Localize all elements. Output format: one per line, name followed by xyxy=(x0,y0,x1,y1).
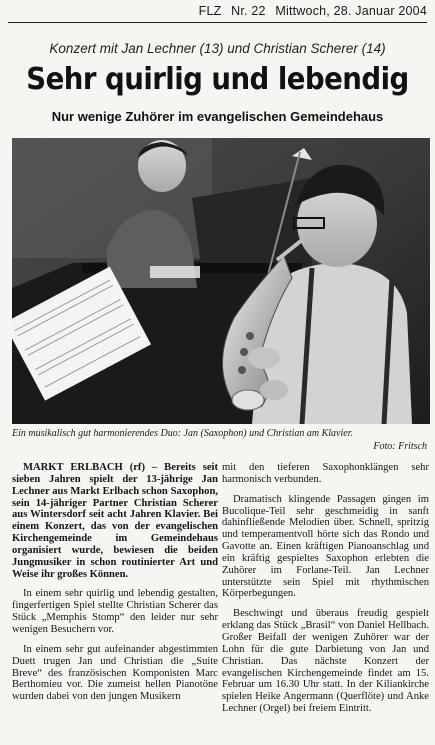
article-column-1 xyxy=(12,462,218,711)
paper-name: FLZ xyxy=(198,4,222,18)
article-paragraph: In einem sehr quirlig und lebendig gestalten, fingerfertigen Spiel stellte Christian Scherer das Stück „Memphis Stomp“ den leider nur sehr wenigen Besuchern vor. xyxy=(12,588,218,635)
article-headline: Sehr quirlig und lebendig xyxy=(26,62,409,97)
article-kicker: Konzert mit Jan Lechner (13) und Christian Scherer (14) xyxy=(49,41,386,56)
article-lead: MARKT ERLBACH (rf) – Bereits seit sieben Jahren spielt der 13-jährige Jan Lechner aus Markt Erlbach schon Saxophon, sein 14-jähriger Partner Christian Scherer aus Wintersdorf seit acht Jahren Klavier. Bei einem Konzert, das von der evangelischen Kirchengemeinde im Gemeindehaus organisiert wurde, bewiesen die beiden Jungmusiker in schon routinierter Art und Weise ihr großes Können. xyxy=(12,462,218,580)
article-subheadline: Nur wenige Zuhörer im evangelischen Gemeindehaus xyxy=(51,109,384,124)
concert-photo-illustration xyxy=(12,138,430,424)
article-paragraph: In einem sehr gut aufeinander abgestimmten Duett trugen Jan und Christian die „Suite Breve“ des französischen Komponisten Marc Berthomieu vor. Die zumeist hellen Pianotöne wurden dabei von den jungen Musikern xyxy=(12,643,218,703)
article-paragraph: Beschwingt und überaus freudig gespielt erklang das Stück „Brasil“ von Daniel Hellbach. Großer Beifall der wenigen Zuhörer war der Lohn für die gute Darbietung von Jan und Christian. Das nächste Konzert der evangelischen Kirchengemeinde findet am 15. Februar um 16.30 Uhr statt. In der Kiliankirche spielen Heike Angermann (Querflöte) und Anke Lechner (Orgel) bei freiem Eintritt. xyxy=(222,608,429,715)
photo-credit: Foto: Fritsch xyxy=(373,441,427,452)
issue-date: Mittwoch, 28. Januar 2004 xyxy=(275,4,427,18)
header-rule xyxy=(8,22,427,23)
concert-photo xyxy=(12,138,430,424)
article-column-2 xyxy=(222,462,429,723)
article-paragraph: Dramatisch klingende Passagen gingen im Bucolique-Teil sehr geschmeidig in sanft dahinfließende Melodien über. Schnell, spritzig und temperamentvoll hörte sich das Rondo und Gavotte an. Einen kräftigen Pianoanschlag und ein kräftig gespieltes Saxophon erlebten die Zuhörer im Forlane-Teil. Jan Lechner unterstützte sein Spiel mit rhythmischen Körperbegungen. xyxy=(222,493,429,600)
masthead xyxy=(8,4,427,18)
issue-number: Nr. 22 xyxy=(231,4,266,18)
article-paragraph: mit den tieferen Saxophonklängen sehr harmonisch verbunden. xyxy=(222,462,429,485)
photo-caption: Ein musikalisch gut harmonierendes Duo: Jan (Saxophon) und Christian am Klavier. xyxy=(12,428,353,439)
